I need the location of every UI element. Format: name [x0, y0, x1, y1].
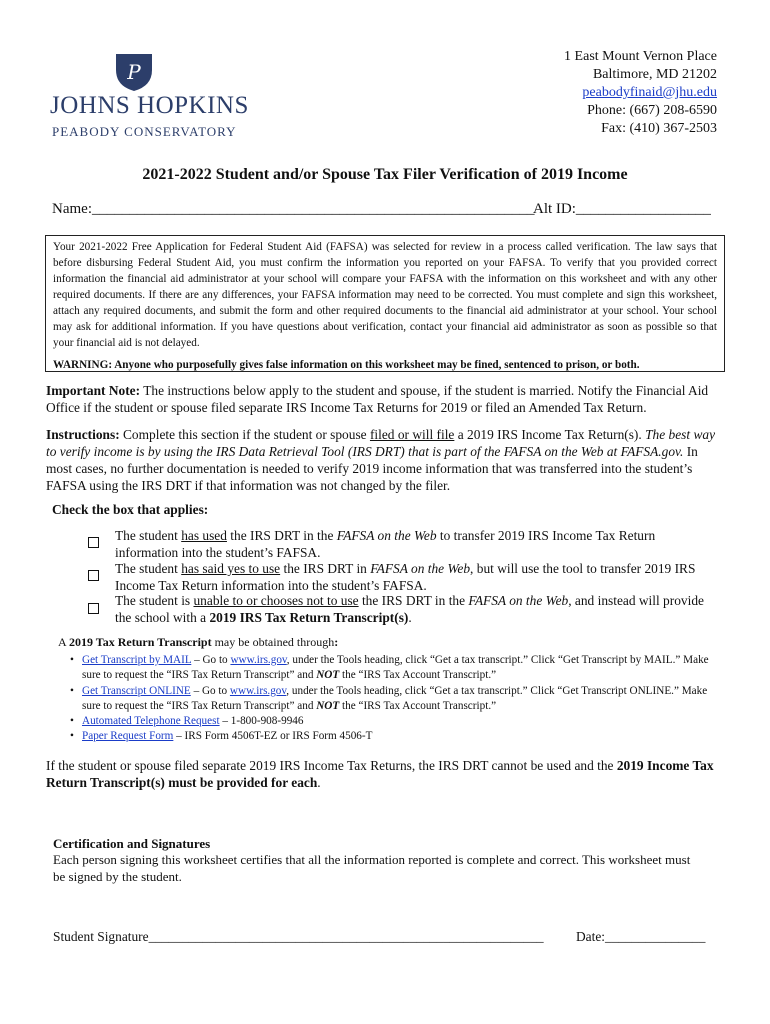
address-line-1: 1 East Mount Vernon Place	[564, 49, 717, 64]
transcript-intro-bold: 2019 Tax Return Transcript	[69, 635, 212, 649]
option-1-italic: FAFSA on the Web	[336, 528, 437, 543]
alt-id-line: __________________	[575, 201, 711, 217]
logo-name: JOHNS HOPKINS	[50, 92, 249, 119]
fax-number: Fax: (410) 367-2503	[601, 121, 717, 136]
svg-text:P: P	[127, 60, 141, 84]
irs-url-link[interactable]: www.irs.gov	[230, 654, 287, 666]
bullet-2-not: NOT	[316, 699, 340, 712]
bullet-dot-icon: •	[70, 715, 74, 727]
name-line: ___________________________________________________________	[91, 201, 535, 217]
option-3-post: , and instead will provide the school with a	[115, 593, 704, 625]
contact-address	[564, 48, 717, 138]
option-1-mid: the IRS DRT in the	[226, 528, 337, 543]
bullet-transcript-mail	[70, 653, 727, 682]
date-label: Date:	[576, 929, 605, 944]
alt-id-field[interactable]	[533, 201, 711, 218]
verification-notice-box	[45, 235, 725, 372]
transcript-intro-post: may be obtained through	[211, 635, 335, 649]
option-2-pre: The student	[115, 561, 182, 576]
separate-text: If the student or spouse filed separate 2019 IRS Income Tax Returns, the IRS DRT cannot be used and the	[46, 758, 617, 773]
important-note-text: The instructions below apply to the student and spouse, if the student is married. Notify the Financial Aid Office if the student or spouse filed separate IRS Income Tax Returns for 2019 or filed an Amended Tax Return.	[46, 383, 709, 415]
signature-label: Student Signature	[53, 929, 149, 944]
option-1-underlined: has used	[181, 528, 227, 543]
email-link[interactable]: peabodyfinaid@jhu.edu	[582, 85, 717, 100]
bullet-transcript-online	[70, 684, 727, 713]
shield-logo-icon	[112, 52, 156, 92]
bullet-2-text-1: – Go to	[190, 685, 230, 697]
bullet-dot-icon: •	[70, 685, 74, 697]
checkbox-option-1[interactable]	[88, 537, 99, 548]
transcript-intro-colon: :	[334, 635, 339, 649]
bullet-dot-icon: •	[70, 654, 74, 666]
bullet-1-text-2: , under the Tools heading, click “Get a tax transcript.” Click “Get Transcript by MAIL.” Make sure to request the “IRS Tax Return Transcript” and	[82, 654, 709, 681]
option-1-post: to transfer 2019 IRS Income Tax Return information into the student’s FAFSA.	[115, 528, 656, 560]
instructions-label: Instructions:	[46, 427, 120, 442]
logo-subtitle: PEABODY CONSERVATORY	[52, 124, 237, 139]
option-2-underlined: has said yes to use	[181, 561, 281, 576]
option-2-post: , but will use the tool to transfer 2019 IRS Income Tax Return information into the student’s FAFSA.	[115, 561, 696, 593]
name-label: Name:	[52, 201, 92, 217]
option-3-end: .	[408, 609, 412, 625]
important-note	[46, 382, 726, 416]
option-3-italic: FAFSA on the Web	[468, 593, 569, 608]
instructions-filed: filed or will file	[369, 427, 455, 442]
certification-heading: Certification and Signatures	[53, 836, 211, 851]
important-note-label: Important Note:	[46, 383, 141, 398]
transcript-intro-pre: A	[58, 635, 70, 649]
date-field[interactable]	[576, 929, 705, 945]
bullet-1-not: NOT	[316, 668, 340, 681]
transcript-intro	[58, 635, 338, 650]
instructions-part-2: a 2019 IRS Income Tax Return(s).	[454, 427, 646, 442]
bullet-dot-icon: •	[70, 730, 74, 742]
option-2-italic: FAFSA on the Web	[370, 561, 471, 576]
instructions-part-3: In most cases, no further documentation is needed to verify 2019 income information that was transferred into the student’s FAFSA using the IRS DRT if that information was not changed by the filer.	[46, 444, 698, 493]
option-3-pre: The student is	[115, 593, 194, 608]
page-title: 2021-2022 Student and/or Spouse Tax Filer Verification of 2019 Income	[142, 166, 628, 183]
signature-line: ___________________________________________________________	[148, 929, 544, 944]
transcript-mail-link[interactable]: Get Transcript by MAIL	[82, 654, 192, 666]
option-3-bold: 2019 IRS Tax Return Transcript(s)	[209, 609, 409, 625]
phone-number: Phone: (667) 208-6590	[587, 103, 717, 118]
check-heading: Check the box that applies:	[52, 502, 209, 517]
date-line: _______________	[605, 929, 706, 944]
paper-request-link[interactable]: Paper Request Form	[82, 730, 174, 742]
telephone-request-link[interactable]: Automated Telephone Request	[82, 715, 220, 727]
bullet-paper-form	[70, 729, 727, 744]
address-line-2: Baltimore, MD 21202	[592, 67, 717, 82]
irs-url-link[interactable]: www.irs.gov	[229, 685, 287, 697]
transcript-online-link[interactable]: Get Transcript ONLINE	[82, 685, 191, 697]
option-1-text	[115, 528, 705, 561]
bullet-2-text-3: the “IRS Tax Account Transcript.”	[339, 699, 497, 712]
option-3-mid: the IRS DRT in the	[358, 593, 469, 608]
instructions	[46, 426, 726, 494]
option-2-mid: the IRS DRT in	[280, 561, 371, 576]
intro-text: Your 2021-2022 Free Application for Federal Student Aid (FAFSA) was selected for review in a process called verification. The law says that before disbursing Federal Student Aid, you must confirm the information you reported on your FAFSA. To verify that you provided correct information the financial aid administrator at your school will compare your FAFSA with the information on this worksheet and with any other required documents. If there are any differences, your FAFSA information may need to be corrected. You must complete and sign this worksheet, attach any required documents, and submit the form and other required documents to the financial aid administrator at your school. Your school may ask for additional information. If you have questions about verification, contact your financial aid administrator as soon as possible so that your financial aid is not delayed.	[53, 241, 717, 349]
name-field[interactable]	[52, 201, 534, 218]
bullet-1-text-1: – Go to	[191, 654, 231, 666]
bullet-2-text-2: , under the Tools heading, click “Get a tax transcript.” Click “Get Transcript ONLINE.” Make sure to request the “IRS Tax Return Transcript” and	[82, 685, 708, 712]
checkbox-option-2[interactable]	[88, 570, 99, 581]
peabody-logo	[50, 52, 249, 142]
certification-body: Each person signing this worksheet certifies that all the information reported is complete and correct. This worksheet must be signed by the student.	[53, 852, 691, 884]
bullet-telephone	[70, 714, 727, 729]
alt-id-label: Alt ID:	[533, 201, 576, 217]
student-signature-field[interactable]	[53, 929, 544, 945]
separate-bold: 2019 Income Tax Return Transcript(s) must be provided for each	[46, 758, 714, 790]
instructions-part-1: Complete this section if the student or spouse	[119, 427, 370, 442]
option-3-text	[115, 593, 705, 626]
option-1-pre: The student	[115, 528, 182, 543]
bullet-3-text: – 1-800-908-9946	[219, 715, 304, 727]
option-3-underlined: unable to or chooses not to use	[193, 593, 359, 608]
bullet-4-text: – IRS Form 4506T-EZ or IRS Form 4506-T	[173, 730, 373, 742]
instructions-italic: The best way to verify income is by using the IRS Data Retrieval Tool (IRS DRT) that is part of the FAFSA on the Web at FAFSA.gov.	[46, 427, 716, 459]
separate-returns-note	[46, 757, 726, 791]
bullet-1-text-3: the “IRS Tax Account Transcript.”	[339, 668, 497, 681]
separate-end: .	[317, 775, 321, 790]
option-2-text	[115, 561, 705, 594]
warning-text: WARNING: Anyone who purposefully gives false information on this worksheet may be fined, sentenced to prison, or both.	[53, 359, 640, 371]
checkbox-option-3[interactable]	[88, 603, 99, 614]
